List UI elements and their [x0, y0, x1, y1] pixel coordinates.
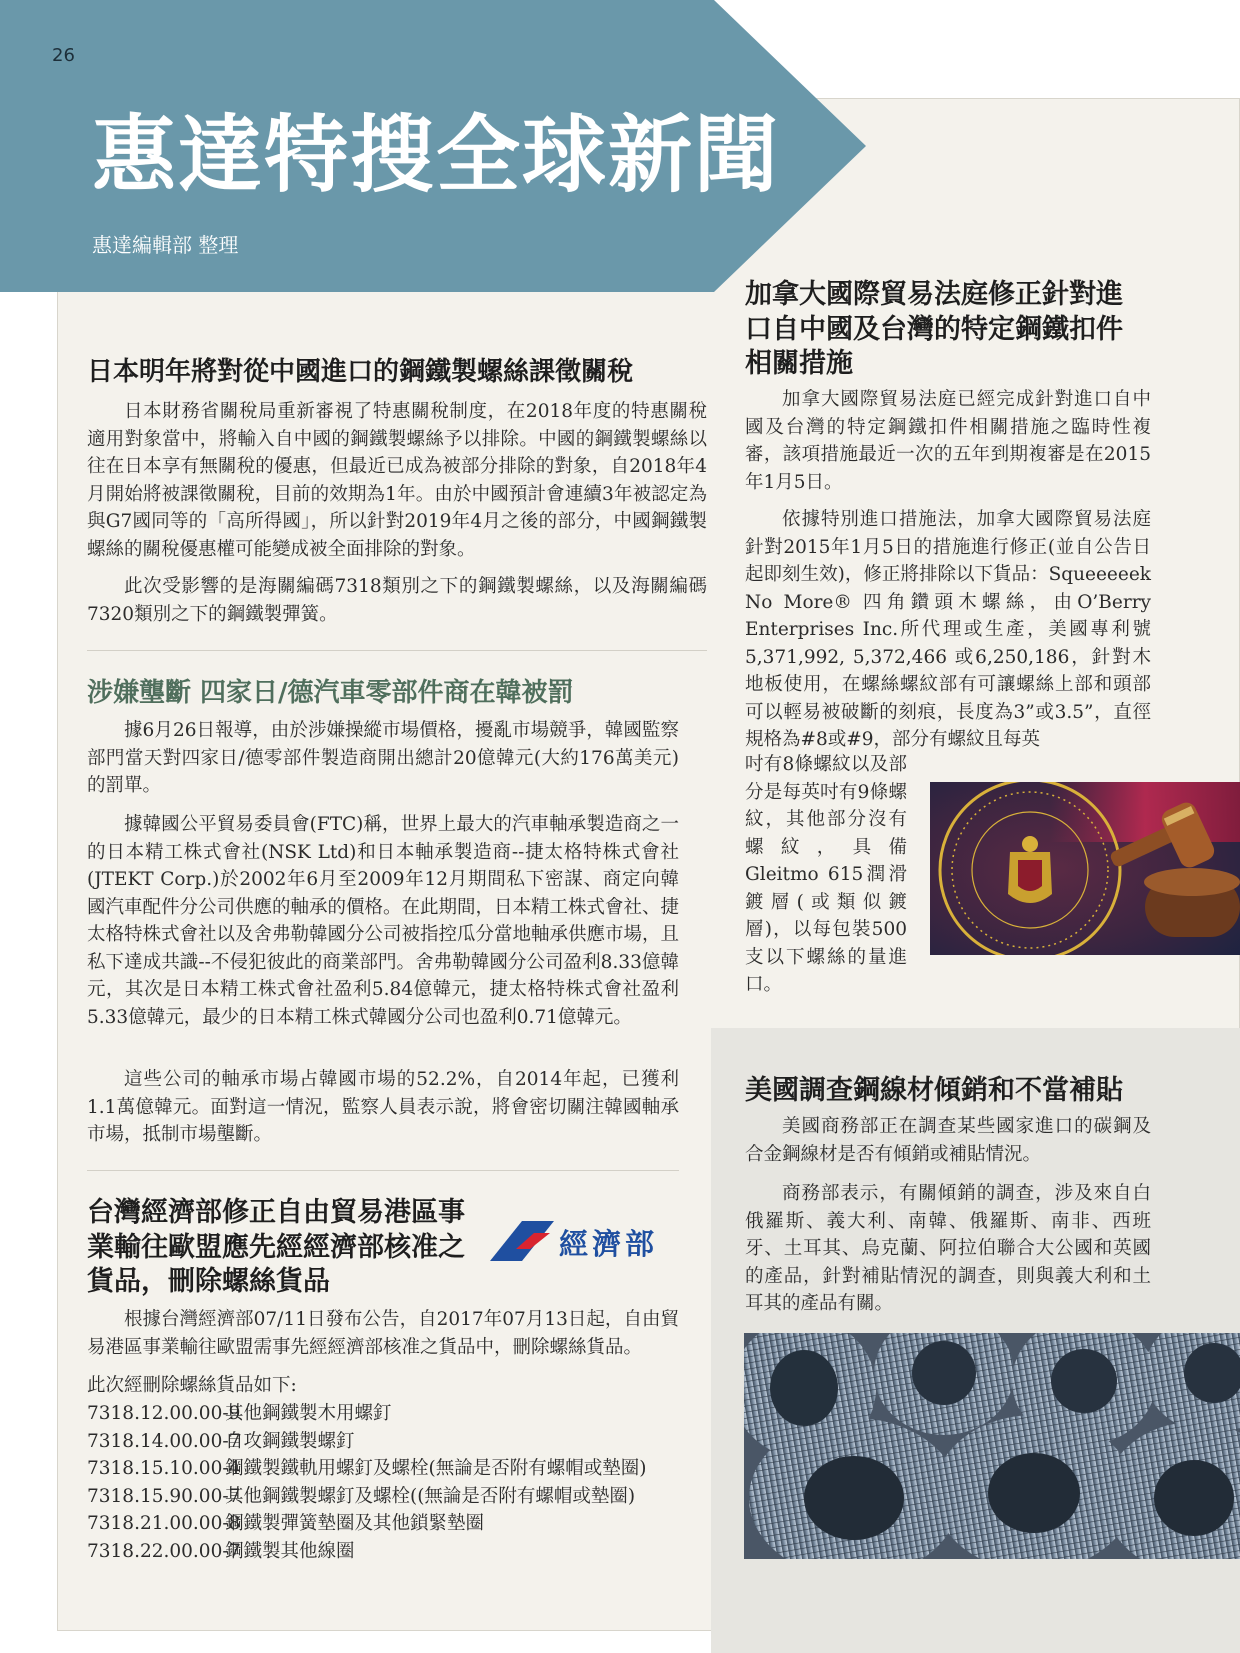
list-item	[87, 1428, 646, 1456]
section-divider	[87, 650, 707, 651]
article-headline-japan-tariff: 日本明年將對從中國進口的鋼鐵製螺絲課徵關稅	[87, 357, 634, 387]
page-number: 26	[52, 45, 75, 66]
list-item	[87, 1455, 646, 1483]
hs-desc: 其他鋼鐵製木用螺釘	[225, 1403, 392, 1424]
moea-logo-text: 經濟部	[559, 1227, 659, 1261]
hs-desc: 自攻鋼鐵製螺釘	[225, 1430, 355, 1452]
article-paragraph: 依據特別進口措施法，加拿大國際貿易法庭針對2015年1月5日的措施進行修正(並自公告日起即刻生效)，修正將排除以下貨品：Squeeeeek No More® 四角鑽頭木螺絲，由O’Berry Enterprises Inc.所代理或生產，美國專利號 5,371,992, 5,372,466 或6,250,186，針對木地板使用，在螺絲螺紋部有可讓螺絲上部和頭部可以輕易被破斷的刻痕，長度為3”或3.5”，直徑規格為#8或#9，部分有螺紋且每英	[745, 509, 1151, 750]
page-title: 惠達特搜全球新聞	[92, 105, 781, 204]
hs-code: 7318.22.00.00-7	[87, 1540, 241, 1562]
article-paragraph: 此次受影響的是海關編碼7318類別之下的鋼鐵製螺絲，以及海關編碼7320類別之下的鋼鐵製彈簧。	[87, 576, 707, 625]
list-intro: 此次經刪除螺絲貨品如下:	[87, 1375, 297, 1396]
article-headline-korea-fine: 涉嫌壟斷 四家日/德汽車零部件商在韓被罰	[87, 678, 574, 708]
list-item	[87, 1538, 646, 1566]
hs-desc: 其他鋼鐵製螺釘及螺栓((無論是否附有螺帽或墊圈)	[225, 1485, 636, 1507]
article-paragraph: 這些公司的軸承市場占韓國市場的52.2%，自2014年起，已獲利1.1萬億韓元。面對這一情況，監察人員表示說，將會密切關注韓國軸承市場，抵制市場壟斷。	[87, 1069, 679, 1145]
hs-desc: 鋼鐵製鐵軌用螺釘及螺栓(無論是否附有螺帽或墊圈)	[225, 1458, 647, 1479]
article-headline-us-wire-rod: 美國調查鋼線材傾銷和不當補貼	[745, 1075, 1123, 1106]
list-item	[87, 1483, 646, 1511]
tribunal-gavel-photo	[930, 782, 1240, 955]
article-paragraph: 美國商務部正在調查某些國家進口的碳鋼及合金鋼線材是否有傾銷或補貼情況。	[745, 1116, 1151, 1165]
article-headline-taiwan-moea: 台灣經濟部修正自由貿易港區事業輸往歐盟應先經經濟部核准之貨品，刪除螺絲貨品	[87, 1197, 465, 1298]
steel-wire-coils-photo	[744, 1333, 1240, 1559]
hs-code: 7318.12.00.00-9	[87, 1403, 241, 1424]
list-item	[87, 1400, 646, 1428]
byline: 惠達編輯部 整理	[92, 233, 239, 257]
hs-code: 7318.21.00.00-8	[87, 1513, 241, 1534]
hs-code: 7318.15.90.00-7	[87, 1485, 241, 1507]
hs-code: 7318.15.10.00-4	[87, 1458, 241, 1479]
article-paragraph: 商務部表示，有關傾銷的調查，涉及來自白俄羅斯、義大利、南韓、俄羅斯、南非、西班牙、土耳其、烏克蘭、阿拉伯聯合大公國和英國的產品，針對補貼情況的調查，則與義大利和土耳其的產品有關。	[745, 1183, 1151, 1314]
article-paragraph: 日本財務省關稅局重新審視了特惠關稅制度，在2018年度的特惠關稅適用對象當中，將輸入自中國的鋼鐵製螺絲予以排除。中國的鋼鐵製螺絲以往在日本享有無關稅的優惠，但最近已成為被部分排除的對象，自2018年4月開始將被課徵關稅，目前的效期為1年。由於中國預計會連續3年被認定為與G7國同等的「高所得國」，所以針對2019年4月之後的部分，中國鋼鐵製螺絲的關稅優惠權可能變成被全面排除的對象。	[87, 401, 707, 560]
section-divider	[87, 1170, 679, 1171]
hs-code-list	[87, 1400, 646, 1565]
article-paragraph: 據6月26日報導，由於涉嫌操縱市場價格，擾亂市場競爭，韓國監察部門當天對四家日/德零部件製造商開出總計20億韓元(大約176萬美元)的罰單。	[87, 720, 679, 796]
article-paragraph: 吋有8條螺紋以及部分是每英吋有9條螺紋，其他部分沒有螺紋，具備Gleitmo 615潤滑鍍層(或類似鍍層)，以每包裝500支以下螺絲的量進口。	[745, 754, 907, 995]
hs-code: 7318.14.00.00-7	[87, 1430, 241, 1452]
article-paragraph: 加拿大國際貿易法庭已經完成針對進口自中國及台灣的特定鋼鐵扣件相關措施之臨時性複審，該項措施最近一次的五年到期複審是在2015年1月5日。	[745, 389, 1151, 493]
hs-desc: 鋼鐵製彈簧墊圈及其他鎖緊墊圈	[225, 1513, 485, 1534]
article-paragraph: 據韓國公平貿易委員會(FTC)稱，世界上最大的汽車軸承製造商之一的日本精工株式會社(NSK Ltd)和日本軸承製造商--捷太格特株式會社(JTEKT Corp.)於2002年6月至2009年12月期間私下密謀、商定向韓國汽車配件分公司供應的軸承的價格。在此期間，日本精工株式會社、捷太格特株式會社以及舍弗勒韓國分公司被指控瓜分當地軸承供應市場，且私下達成共識--不侵犯彼此的商業部門。舍弗勒韓國分公司盈利8.33億韓元，其次是日本精工株式會社盈利5.84億韓元，捷太格特株式會社盈利5.33億韓元，最少的日本精工株式韓國分公司也盈利0.71億韓元。	[87, 814, 680, 1028]
hs-desc: 鋼鐵製其他線圈	[225, 1540, 355, 1562]
article-headline-canada-tribunal: 加拿大國際貿易法庭修正針對進口自中國及台灣的特定鋼鐵扣件相關措施	[745, 279, 1123, 380]
list-item	[87, 1510, 646, 1538]
article-paragraph: 根據台灣經濟部07/11日發布公告，自2017年07月13日起，自由貿易港區事業輸往歐盟需事先經經濟部核准之貨品中，刪除螺絲貨品。	[87, 1309, 679, 1358]
